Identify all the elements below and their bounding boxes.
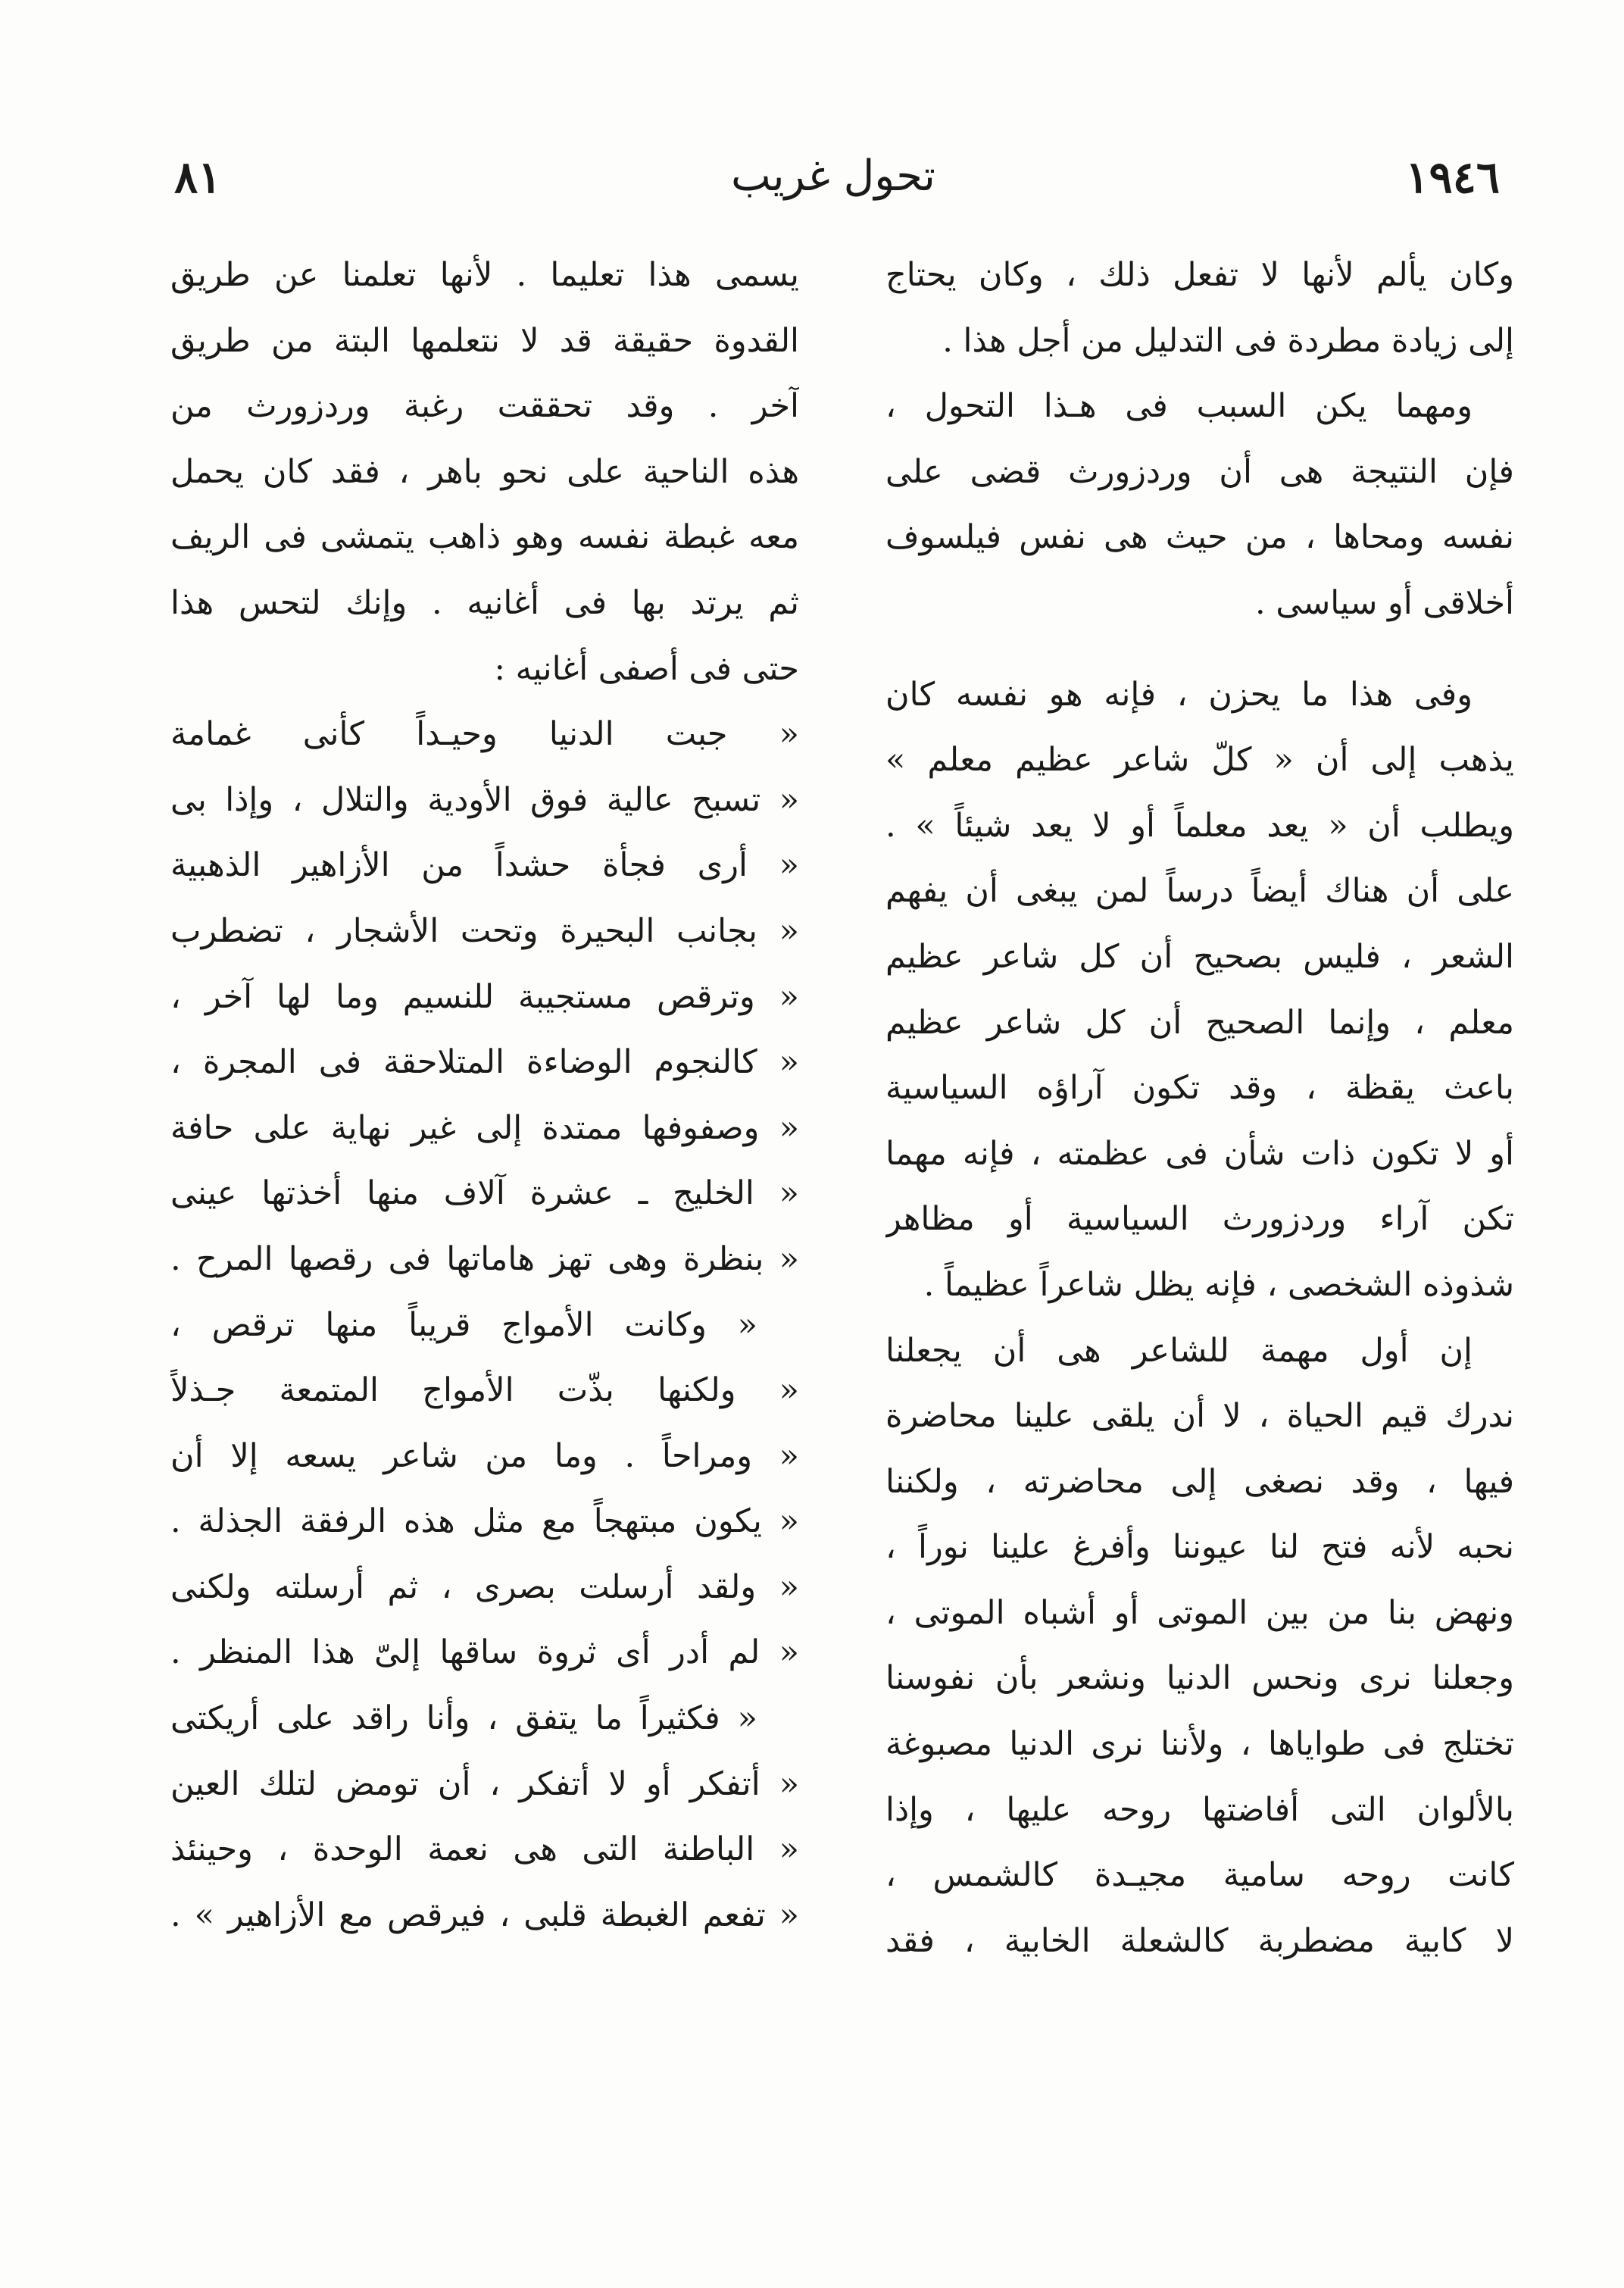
poem-line: « بنظرة وهى تهز هاماتها فى رقصها المرح . xyxy=(170,1239,799,1278)
right-column xyxy=(885,242,1514,1974)
page-header xyxy=(167,152,1500,212)
poem-line: « تسبح عالية فوق الأودية والتلال ، وإذا بى xyxy=(170,780,799,819)
text-line: أو لا تكون ذات شأن فى عظمته ، فإنه مهما xyxy=(885,1134,1514,1173)
text-line: باعث يقظة ، وقد تكون آراؤه السياسية xyxy=(885,1069,1514,1108)
poem-line: « لم أدر أى ثروة ساقها إلىّ هذا المنظر . xyxy=(170,1633,799,1672)
text-line: ومهما يكن السبب فى هـذا التحول ، xyxy=(885,387,1473,426)
header-title: تحول غريب xyxy=(731,152,935,201)
text-line: وكان يألم لأنها لا تفعل ذلك ، وكان يحتاج xyxy=(885,256,1514,294)
text-line: فيها ، وقد نصغى إلى محاضرته ، ولكننا xyxy=(885,1462,1514,1501)
text-line: ونهض بنا من بين الموتى أو أشباه الموتى ، xyxy=(885,1593,1514,1632)
text-line: أخلاقى أو سياسى . xyxy=(1255,583,1514,622)
poem-line: « ولقد أرسلت بصرى ، ثم أرسلته ولكنى xyxy=(170,1568,799,1606)
text-line: يسمى هذا تعليما . لأنها تعلمنا عن طريق xyxy=(170,256,799,294)
text-line: إن أول مهمة للشاعر هى أن يجعلنا xyxy=(885,1331,1473,1370)
text-line: بالألوان التى أفاضتها روحه عليها ، وإذا xyxy=(885,1790,1514,1829)
text-line: ندرك قيم الحياة ، لا أن يلقى علينا محاضرة xyxy=(885,1397,1514,1436)
poem-line: « فكثيراً ما يتفق ، وأنا راقد على أريكتى xyxy=(170,1699,757,1738)
poem-line: « الباطنة التى هى نعمة الوحدة ، وحينئذ xyxy=(170,1830,799,1869)
header-year: ١٩٤٦ xyxy=(1405,152,1500,203)
text-line: كانت روحه سامية مجيـدة كالشمس ، xyxy=(885,1856,1514,1895)
poem-line: « وكانت الأمواج قريباً منها ترقص ، xyxy=(170,1305,757,1344)
text-line: تختلج فى طواياها ، ولأننا نرى الدنيا مصبوغة xyxy=(885,1725,1514,1764)
text-line: ثم يرتد بها فى أغانيه . وإنك لتحس هذا xyxy=(170,583,799,622)
poem-line: « أتفكر أو لا أتفكر ، أن تومض لتلك العين xyxy=(170,1764,799,1803)
text-line: معه غبطة نفسه وهو ذاهب يتمشى فى الريف xyxy=(170,518,799,557)
poem-line: « تفعم الغبطة قلبى ، فيرقص مع الأزاهير » . xyxy=(170,1896,799,1934)
text-line: حتى فى أصفى أغانيه : xyxy=(494,649,799,688)
text-line: لا كابية مضطربة كالشعلة الخابية ، فقد xyxy=(885,1921,1514,1960)
text-line: على أن هناك أيضاً درساً لمن يبغى أن يفهم xyxy=(885,872,1514,911)
poem-line: « الخليج ـ عشرة آلاف منها أخذتها عينى xyxy=(170,1174,799,1213)
text-line: فإن النتيجة هى أن وردزورث قضى على xyxy=(885,452,1514,491)
text-line: آخر . وقد تحققت رغبة وردزورث من xyxy=(170,387,799,426)
poem-line: « كالنجوم الوضاءة المتلاحقة فى المجرة ، xyxy=(170,1043,799,1082)
poem-line: « بجانب البحيرة وتحت الأشجار ، تضطرب xyxy=(170,911,799,950)
poem-line: « ومراحاً . وما من شاعر يسعه إلا أن xyxy=(170,1436,799,1475)
poem-line: « جبت الدنيا وحيـداً كأنى غمامة xyxy=(170,715,799,754)
text-line: القدوة حقيقة قد لا نتعلمها البتة من طريق xyxy=(170,321,799,360)
page-number: ٨١ xyxy=(174,152,222,203)
text-line: وفى هذا ما يحزن ، فإنه هو نفسه كان xyxy=(885,675,1473,714)
text-line: معلم ، وإنما الصحيح أن كل شاعر عظيم xyxy=(885,1003,1514,1042)
poem-line: « وترقص مستجيبة للنسيم وما لها آخر ، xyxy=(170,977,799,1016)
poem-line: « ولكنها بذّت الأمواج المتمعة جـذلاً xyxy=(170,1371,799,1410)
text-line: هذه الناحية على نحو باهر ، فقد كان يحمل xyxy=(170,452,799,491)
text-line: ويطلب أن « يعد معلماً أو لا يعد شيئاً » . xyxy=(885,806,1514,845)
text-line: يذهب إلى أن « كلّ شاعر عظيم معلم » xyxy=(885,741,1514,780)
text-line: وجعلنا نرى ونحس الدنيا ونشعر بأن نفوسنا xyxy=(885,1659,1514,1698)
poem-line: « يكون مبتهجاً مع مثل هذه الرفقة الجذلة . xyxy=(170,1502,799,1541)
left-column xyxy=(170,242,799,1948)
text-line: نحبه لأنه فتح لنا عيوننا وأفرغ علينا نوراً ، xyxy=(885,1528,1514,1567)
poem-line: « وصفوفها ممتدة إلى غير نهاية على حافة xyxy=(170,1108,799,1147)
poem-line: « أرى فجأة حشداً من الأزاهير الذهبية xyxy=(170,846,799,885)
text-line: تكن آراء وردزورث السياسية أو مظاهر xyxy=(885,1200,1514,1239)
text-line: نفسه ومحاها ، من حيث هى نفس فيلسوف xyxy=(885,518,1514,557)
text-line: إلى زيادة مطردة فى التدليل من أجل هذا . xyxy=(942,321,1514,360)
text-line: شذوذه الشخصى ، فإنه يظل شاعراً عظيماً . xyxy=(923,1265,1514,1304)
text-line: الشعر ، فليس بصحيح أن كل شاعر عظيم xyxy=(885,937,1514,976)
